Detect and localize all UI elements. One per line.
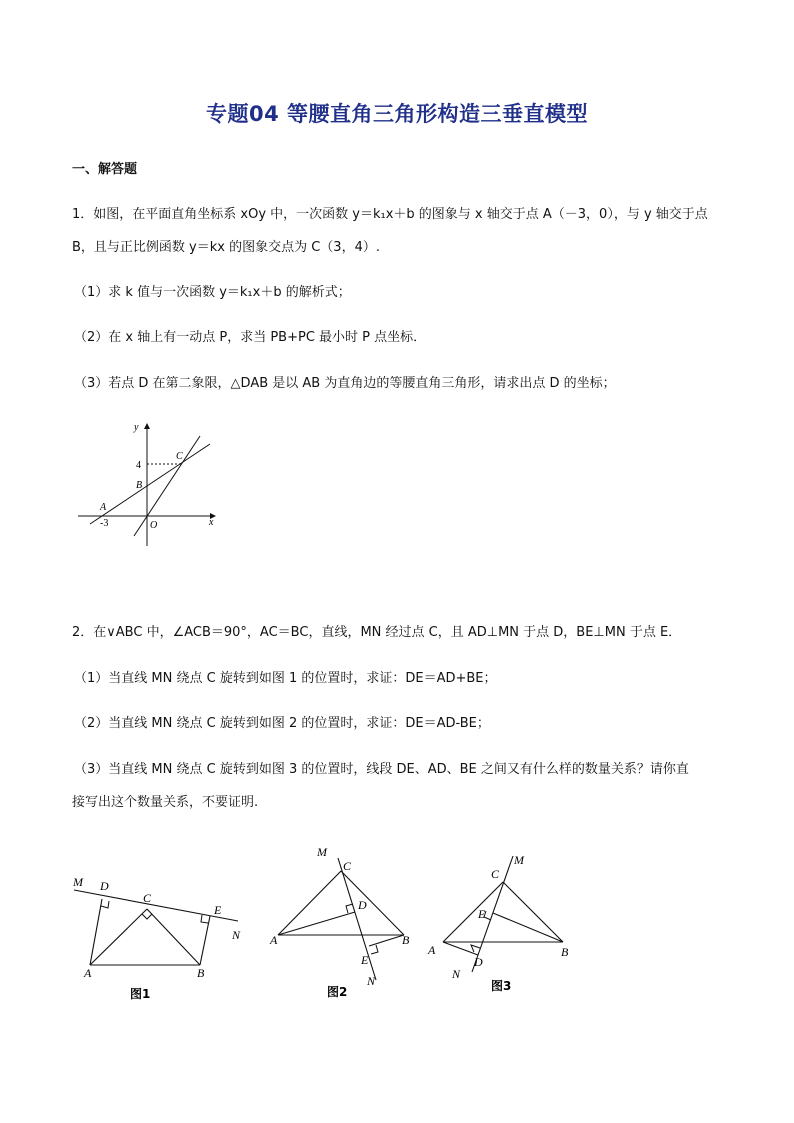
tick-label-neg3: -3 (100, 518, 109, 529)
right-angle-d (101, 901, 109, 908)
label-b: B (197, 966, 205, 980)
page-title: 专题04 等腰直角三角形构造三垂直模型 (205, 102, 589, 126)
label-n: N (452, 967, 461, 981)
label-o: O (150, 520, 158, 531)
label-d: D (474, 955, 483, 969)
label-e: E (361, 953, 369, 967)
label-n: N (367, 974, 376, 988)
label-c: C (143, 891, 152, 905)
right-angle-c (142, 914, 152, 919)
label-d: D (100, 879, 109, 893)
q2-part2: （2）当直线 MN 绕点 C 旋转到如图 2 的位置时，求证：DE＝AD-BE； (74, 716, 490, 731)
right-angle-e (371, 945, 378, 954)
label-b: B (136, 480, 143, 491)
segment-bc (147, 909, 200, 965)
label-b: B (402, 933, 410, 947)
segment-be (493, 913, 563, 942)
line-mn (338, 858, 376, 980)
right-angle-d (471, 945, 480, 952)
label-a: A (84, 966, 92, 980)
section-heading: 一、解答题 (72, 162, 138, 177)
label-x: x (209, 517, 214, 528)
right-angle-e (201, 915, 208, 923)
label-m: M (514, 853, 524, 867)
q2-part3-line1: （3）当直线 MN 绕点 C 旋转到如图 3 的位置时，线段 DE、AD、BE 之间又有什么样的数量关系？请你直 (74, 762, 689, 777)
q1-part3: （3）若点 D 在第二象限，△DAB 是以 AB 为直角边的等腰直角三角形，请求出点 D 的坐标； (74, 376, 616, 391)
label-m: M (317, 845, 327, 859)
line-oc (134, 436, 200, 536)
label-c: C (176, 451, 183, 462)
right-angle-d (346, 904, 353, 913)
label-a: A (270, 933, 278, 947)
figure-1 (66, 840, 256, 1010)
figure-2 (265, 838, 435, 1008)
segment-be (200, 916, 210, 965)
label-b: B (561, 945, 569, 959)
segment-ac (443, 882, 503, 942)
q2-part1: （1）当直线 MN 绕点 C 旋转到如图 1 的位置时，求证：DE＝AD+BE； (74, 671, 497, 686)
figure-2-caption: 图2 (327, 985, 348, 999)
q1-statement-line1: 1．如图，在平面直角坐标系 xOy 中，一次函数 y＝k₁x＋b 的图象与 x 轴交于点 A（－3，0），与 y 轴交于点 (72, 207, 708, 222)
label-y: y (134, 422, 139, 433)
label-a: A (100, 502, 107, 513)
label-n: N (232, 928, 241, 942)
figure-3 (425, 842, 585, 1002)
q2-part3-line2: 接写出这个数量关系，不要证明. (72, 795, 259, 810)
q1-part2: （2）在 x 轴上有一动点 P，求当 PB+PC 最小时 P 点坐标． (74, 330, 427, 345)
label-e: E (478, 907, 486, 921)
label-e: E (214, 903, 222, 917)
segment-be (369, 935, 404, 946)
segment-bc (503, 882, 563, 942)
label-m: M (73, 875, 83, 889)
label-d: D (358, 898, 367, 912)
label-c: C (491, 867, 500, 881)
figure-1-caption: 图1 (130, 987, 151, 1001)
q1-part1: （1）求 k 值与一次函数 y＝k₁x＋b 的解析式； (74, 285, 351, 300)
figure-3-caption: 图3 (491, 979, 512, 993)
label-a: A (428, 943, 436, 957)
q1-coordinate-graph (70, 418, 230, 553)
q1-statement-line2: B，且与正比例函数 y＝kx 的图象交点为 C（3，4）. (72, 240, 380, 255)
q2-statement: 2．在∨ABC 中，∠ACB＝90°，AC＝BC，直线，MN 经过点 C，且 AD⊥MN 于点 D，BE⊥MN 于点 E． (72, 625, 682, 640)
tick-label-4: 4 (136, 460, 141, 471)
label-c: C (343, 859, 352, 873)
segment-bc (341, 871, 404, 935)
